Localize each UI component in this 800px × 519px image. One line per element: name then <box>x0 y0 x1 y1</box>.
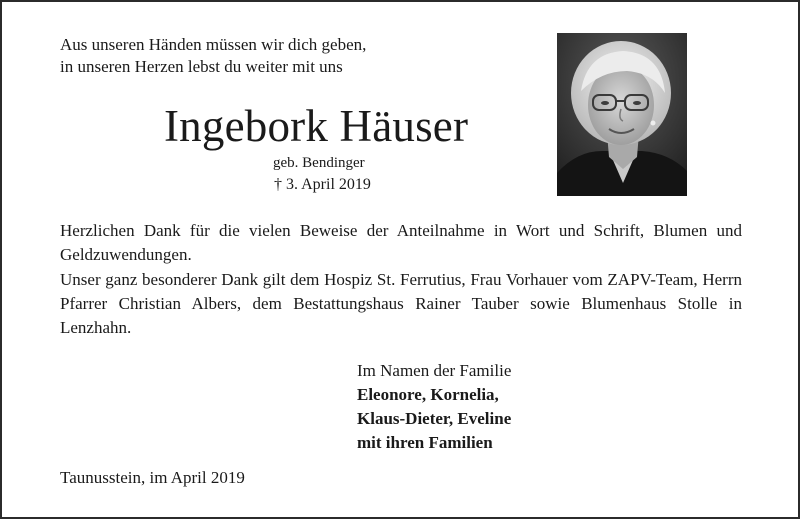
motto <box>60 34 366 78</box>
thanks-paragraph-2: Unser ganz besonderer Dank gilt dem Hospiz St. Ferrutius, Frau Vorhauer vom ZAPV-Team, Herrn Pfarrer Christian Albers, dem Bestattungshaus Rainer Tauber sowie Blumenhaus Stolle in Lenzhahn. <box>60 270 742 337</box>
signature-intro: Im Namen der Familie <box>357 361 512 380</box>
birth-name: geb. Bendinger <box>273 155 365 171</box>
motto-line-2: in unseren Herzen lebst du weiter mit uns <box>60 57 343 76</box>
signature-names-line-1: Eleonore, Kornelia, <box>357 385 499 404</box>
signature-names-line-3: mit ihren Familien <box>357 433 493 452</box>
portrait-photo-icon <box>557 33 687 196</box>
portrait-photo <box>557 33 687 196</box>
deceased-name: Ingebork Häuser <box>164 101 469 151</box>
signature-names-line-2: Klaus-Dieter, Eveline <box>357 409 512 428</box>
death-date: † 3. April 2019 <box>274 176 371 193</box>
family-signature <box>357 359 511 455</box>
place-and-date: Taunusstein, im April 2019 <box>60 468 245 487</box>
motto-line-1: Aus unseren Händen müssen wir dich geben, <box>60 35 367 54</box>
thanks-paragraph-1: Herzlichen Dank für die vielen Beweise der Anteilnahme in Wort und Schrift, Blumen und Geldzuwendungen. <box>60 221 742 264</box>
